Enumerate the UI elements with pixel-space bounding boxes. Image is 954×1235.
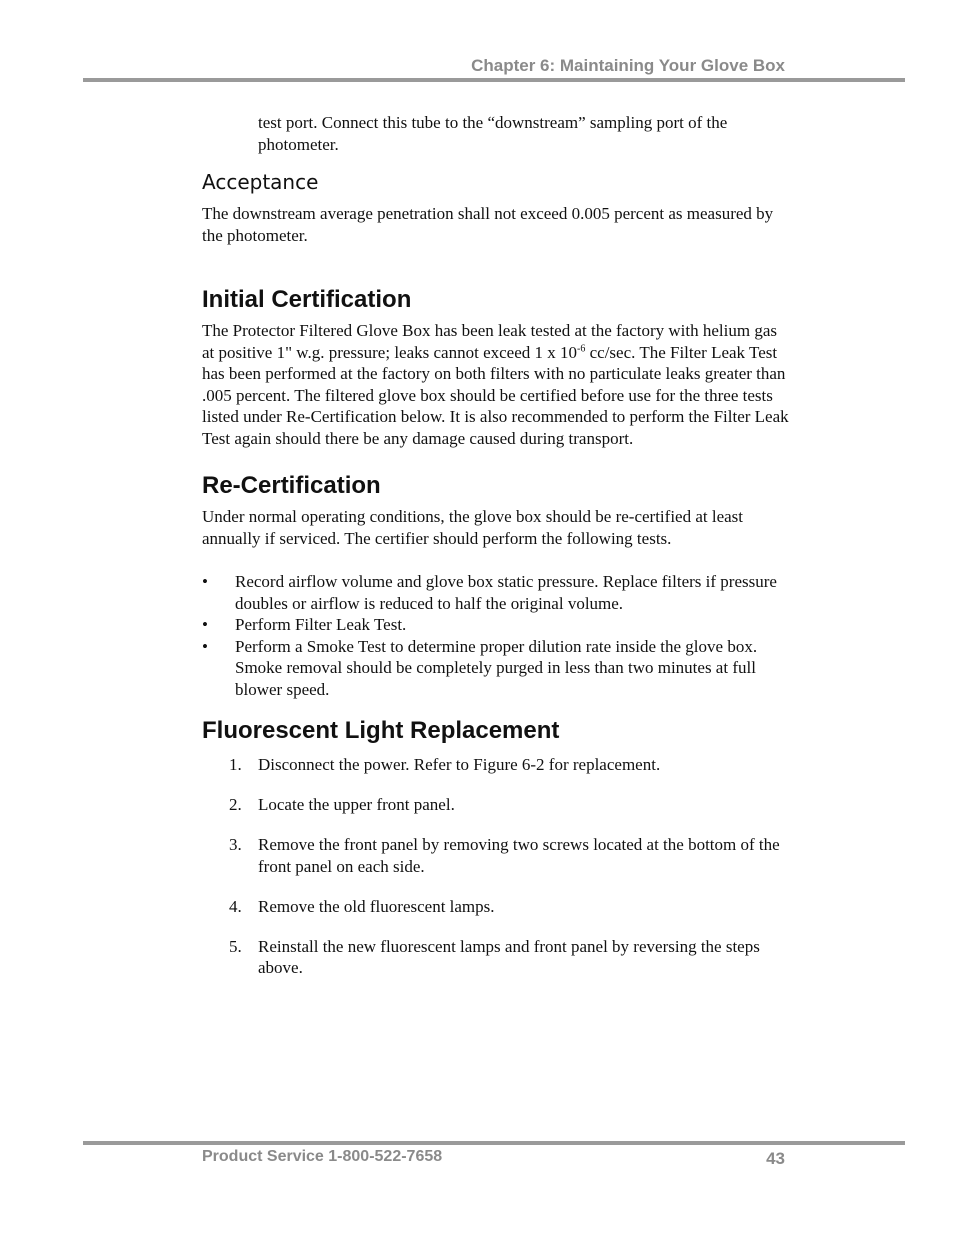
list-item-text: Record airflow volume and glove box static pressure. Replace filters if pressure doubles or airflow is reduced to half the original volume.: [235, 572, 777, 613]
page-body: [202, 112, 792, 997]
footer-rule: [83, 1141, 905, 1145]
bullet-icon: •: [202, 615, 208, 634]
list-item: [202, 614, 792, 636]
initial-text-part1: The Protector Filtered Glove Box has been leak tested at the factory with helium gas at positive 1" w.g. pressure; leaks cannot exceed 1 x 10: [202, 321, 777, 362]
step-text: Remove the old fluorescent lamps.: [258, 896, 495, 916]
step-item: [202, 794, 792, 816]
acceptance-paragraph: The downstream average penetration shall not exceed 0.005 percent as measured by the photometer.: [202, 204, 774, 245]
list-item-text: Perform Filter Leak Test.: [235, 615, 407, 634]
bullet-icon: •: [202, 636, 208, 656]
initial-text-part2: cc/sec. The Filter Leak Test has been performed at the factory on both filters with no particulate leaks greater than .005 percent. The filtered glove box should be certified before use for the three tests listed under Re-Certification below. It is also recommended to perform the Filter Leak Test again should there be any damage caused during transport.: [202, 342, 789, 448]
bullet-icon: •: [202, 572, 208, 591]
fluorescent-light-replacement-heading: Fluorescent Light Replacement: [202, 717, 560, 744]
step-text: Disconnect the power. Refer to Figure 6-2 for replacement.: [258, 755, 661, 774]
step-number: 5.: [229, 936, 242, 956]
step-text: Locate the upper front panel.: [258, 795, 455, 814]
re-certification-intro: Under normal operating conditions, the glove box should be re-certified at least annually if serviced. The certifier should perform the following tests.: [202, 507, 744, 548]
step-number: 3.: [229, 835, 242, 854]
acceptance-heading: Acceptance: [202, 170, 319, 194]
step-text: Reinstall the new fluorescent lamps and front panel by reversing the steps above.: [258, 936, 760, 977]
step-text: Remove the front panel by removing two screws located at the bottom of the front panel on each side.: [258, 835, 780, 876]
header-rule: [83, 78, 905, 82]
running-header: Chapter 6: Maintaining Your Glove Box: [471, 56, 785, 75]
re-certification-list: [202, 571, 792, 700]
list-item-text: Perform a Smoke Test to determine proper dilution rate inside the glove box. Smoke removal should be completely purged in less than two minutes at full blower speed.: [235, 636, 758, 699]
step-item: [202, 896, 792, 918]
step-item: [202, 936, 792, 979]
page-number: 43: [766, 1149, 785, 1168]
re-certification-heading: Re-Certification: [202, 472, 381, 499]
step-number: 1.: [229, 755, 242, 774]
initial-certification-heading: Initial Certification: [202, 286, 412, 313]
step-item: [202, 754, 792, 776]
list-item: [202, 636, 792, 701]
initial-certification-paragraph: [202, 320, 792, 449]
replacement-steps: [202, 754, 792, 979]
step-number: 4.: [229, 896, 242, 916]
step-item: [202, 834, 792, 877]
list-item: [202, 571, 792, 614]
step-number: 2.: [229, 795, 242, 814]
exponent: -6: [577, 342, 586, 354]
footer-product-service: Product Service 1-800-522-7658: [202, 1148, 443, 1165]
continuation-paragraph: test port. Connect this tube to the “downstream” sampling port of the photometer.: [258, 113, 728, 154]
